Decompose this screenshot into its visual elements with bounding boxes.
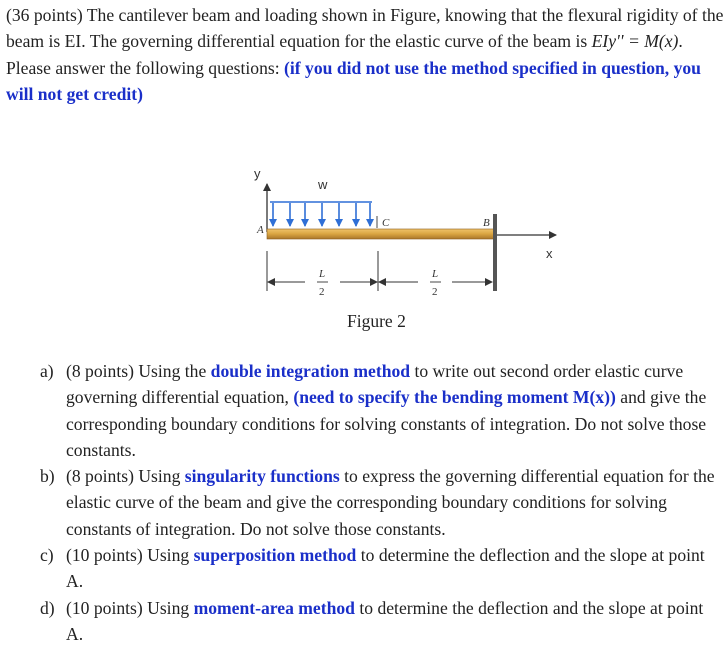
question-text	[66, 358, 722, 463]
intro-text-2: . Please answer the following questions:	[6, 31, 683, 78]
question-label: c)	[40, 545, 54, 565]
governing-equation: EIy'' = M(x)	[591, 31, 679, 52]
distributed-load	[273, 203, 370, 226]
x-axis-label: x	[546, 246, 553, 261]
question-text-run: to write out second order elastic curve governing differential equation,	[66, 361, 684, 408]
dim-right-denominator: 2	[432, 286, 438, 298]
dim-left-denominator: 2	[319, 286, 325, 298]
question-item	[0, 595, 728, 648]
question-text-run: and give the corresponding boundary conditions for solving constants of integration. Do not solve those constants.	[66, 387, 707, 460]
question-label: b)	[40, 466, 55, 486]
point-c-label: C	[382, 217, 390, 229]
question-text	[66, 595, 722, 648]
question-text-run: (10 points) Using	[66, 598, 194, 618]
question-text-run: to determine the deflection and the slope at point A.	[66, 598, 704, 645]
question-item	[0, 463, 728, 542]
beam	[267, 229, 494, 239]
question-label: a)	[40, 361, 54, 381]
y-axis-label: y	[254, 166, 261, 181]
dim-right-numerator: L	[432, 268, 439, 280]
dim-left-numerator: L	[319, 268, 326, 280]
question-text-run: (10 points) Using	[66, 545, 194, 565]
method-emphasis: moment-area method	[193, 598, 355, 618]
question-text-run: (8 points) Using	[66, 466, 185, 486]
question-item	[0, 542, 728, 595]
question-text-run: to determine the deflection and the slope at point A.	[66, 545, 705, 592]
question-item	[0, 358, 728, 463]
question-text-run: (8 points) Using the	[66, 361, 211, 381]
question-text	[66, 542, 722, 595]
method-emphasis: singularity functions	[184, 466, 340, 486]
method-emphasis: double integration method	[210, 361, 411, 381]
load-label: w	[318, 177, 328, 192]
method-emphasis: superposition method	[193, 545, 357, 565]
figure-caption: Figure 2	[347, 311, 406, 331]
credit-warning: (if you did not use the method specified in question, you will not get credit)	[6, 57, 701, 105]
method-emphasis: (need to specify the bending moment M(x))	[293, 387, 616, 408]
question-text-run: to express the governing differential equation for the elastic curve of the beam and give the corresponding boundary conditions for solving constants of integration. Do not solve those constants.	[66, 466, 715, 539]
point-b-label: B	[483, 217, 490, 229]
fixed-support-wall	[493, 214, 497, 291]
question-label: d)	[40, 598, 55, 618]
question-text	[66, 463, 722, 542]
intro-text: (36 points) The cantilever beam and loading shown in Figure, knowing that the flexural rigidity of the beam is EI. The governing differential equation for the elastic curve of the beam is	[6, 5, 724, 52]
point-a-label: A	[257, 224, 264, 236]
